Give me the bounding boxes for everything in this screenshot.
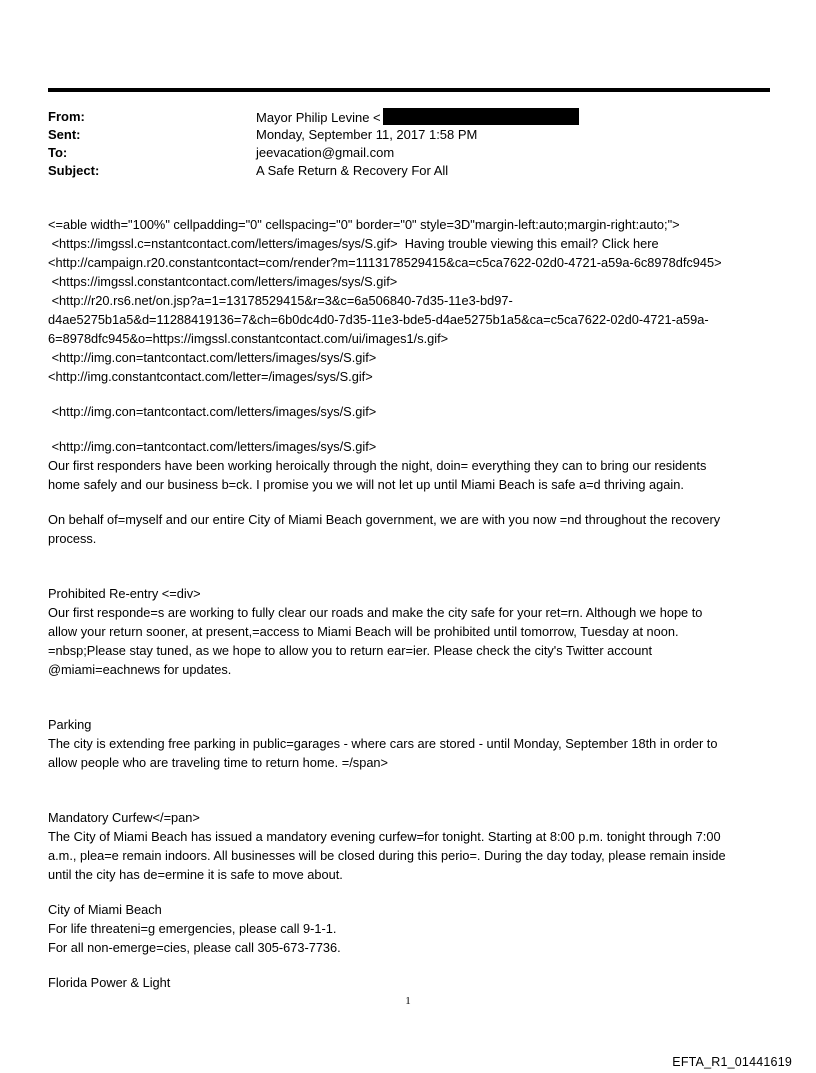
page-number: 1 — [405, 995, 411, 1007]
bates-number: EFTA_R1_01441619 — [672, 1055, 792, 1069]
body-paragraph-intro: <http://img.con=tantcontact.com/letters/images/sys/S.gif> Our first responders have been working heroically through the night, doin= everything they can to bring our residents home safely and our business b=ck. I promise you we will not let up until Miami Beach is safe a=d thriving again. — [48, 439, 707, 492]
section-parking: Parking The city is extending free parking in public=garages - where cars are stored - until Monday, September 18th in order to allow people who are traveling time to return home. =/span> — [48, 717, 718, 770]
section-city-contacts: City of Miami Beach For life threateni=g emergencies, please call 9-1-1. For all non-emerge=cies, please call 305-673-7736. — [48, 902, 341, 955]
header-rule — [48, 88, 770, 92]
to-value: jeevacation@gmail.com — [256, 145, 395, 160]
body-paragraph-image-link: <http://img.con=tantcontact.com/letters/images/sys/S.gif> — [48, 404, 377, 419]
email-body — [48, 215, 770, 992]
body-paragraph-raw-html: <=able width="100%" cellpadding="0" cellspacing="0" border="0" style=3D"margin-left:auto;margin-right:auto;"> <https://imgssl.c=nstantcontact.com/letters/images/sys/S.gif> Having trouble viewing this email? Click here <http://campaign.r20.constantcontact=com/render?m=1113178529415&ca=c5ca7622-02d0-4721-a59a-6c8978dfc945> <https://imgssl.constantcontact.com/letters/images/sys/S.gif> <http://r20.rs6.net/on.jsp?a=1=13178529415&r=3&c=6a506840-7d35-11e3-bd97- d4ae5275b1a5&d=11288419136=7&ch=6b0dc4d0-7d35-11e3-bde5-d4ae5275b1a5&ca=c5ca7622-02d0-4721-a59a- 6=8978dfc945&o=https://imgssl.constantcontact.com/ui/images1/s.gif> <http://img.con=tantcontact.com/letters/images/sys/S.gif> <http://img.constantcontact.com/letter=/images/sys/S.gif> — [48, 217, 722, 384]
to-label: To: — [48, 145, 68, 160]
from-value — [256, 108, 579, 127]
redaction-box — [383, 108, 579, 125]
subject-label: Subject: — [48, 163, 100, 178]
body-paragraph-behalf: On behalf of=myself and our entire City of Miami Beach government, we are with you now =nd throughout the recovery process. — [48, 512, 721, 546]
subject-value: A Safe Return & Recovery For All — [256, 163, 449, 178]
section-curfew: Mandatory Curfew</=pan> The City of Miami Beach has issued a mandatory evening curfew=for tonight. Starting at 8:00 p.m. tonight through 7:00 a.m., plea=e remain indoors. All businesses will be closed during this perio=. During the day today, please remain inside until the city has de=ermine it is safe to move about. — [48, 810, 726, 882]
sender-name: Mayor Philip Levine < — [256, 110, 381, 125]
sent-value: Monday, September 11, 2017 1:58 PM — [256, 127, 478, 142]
sent-label: Sent: — [48, 127, 81, 142]
section-prohibited-reentry: Prohibited Re-entry <=div> Our first responde=s are working to fully clear our roads and make the city safe for your ret=rn. Although we hope to allow your return sooner, at present,=access to Miami Beach will be prohibited until tomorrow, Tuesday at noon. =nbsp;Please stay tuned, as we hope to allow you to return ear=ier. Please check the city's Twitter account @miami=eachnews for updates. — [48, 586, 703, 677]
from-label: From: — [48, 109, 85, 124]
section-fpl: Florida Power & Light — [48, 975, 171, 990]
